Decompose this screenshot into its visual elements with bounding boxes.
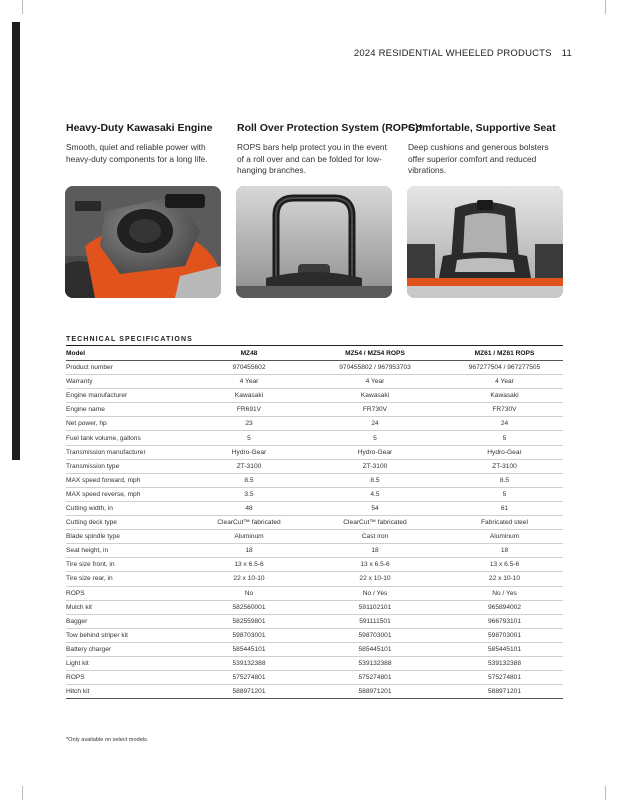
- spec-value: Kawasaki: [194, 389, 304, 403]
- spec-value: Hydro-Gear: [446, 445, 563, 459]
- spec-value: Hydro-Gear: [304, 445, 446, 459]
- spec-value: 591111501: [304, 614, 446, 628]
- spec-label: Hitch kit: [66, 685, 194, 699]
- spec-label: ROPS: [66, 671, 194, 685]
- column-header: MZ54 / MZ54 ROPS: [304, 346, 446, 361]
- spec-value: 4 Year: [446, 375, 563, 389]
- spec-value: 585445101: [446, 642, 563, 656]
- spec-value: ZT-3100: [304, 459, 446, 473]
- spec-value: 18: [446, 544, 563, 558]
- spec-value: No / Yes: [304, 586, 446, 600]
- table-row: [66, 417, 563, 431]
- spec-value: 591102101: [304, 600, 446, 614]
- feature-seat: [408, 122, 566, 177]
- feature-text: Deep cushions and generous bolsters offer superior comfort and reduced vibrations.: [408, 142, 549, 175]
- spec-value: 965894002: [446, 600, 563, 614]
- table-row: [66, 558, 563, 572]
- table-row: [66, 473, 563, 487]
- feature-title: Heavy-Duty Kawasaki Engine: [66, 122, 213, 134]
- spec-value: Kawasaki: [446, 389, 563, 403]
- spec-label: Transmission manufacturer: [66, 445, 194, 459]
- spec-label: Net power, hp: [66, 417, 194, 431]
- spec-value: 8.5: [304, 473, 446, 487]
- spec-value: 598703001: [194, 628, 304, 642]
- spec-value: FR730V: [304, 403, 446, 417]
- spec-value: 22 x 10-10: [194, 572, 304, 586]
- spec-value: 970455602: [194, 361, 304, 375]
- table-row: [66, 586, 563, 600]
- spec-value: 61: [446, 501, 563, 515]
- column-header: MZ61 / MZ61 ROPS: [446, 346, 563, 361]
- crop-mark: [605, 786, 606, 800]
- table-row: [66, 516, 563, 530]
- section-title: 2024 RESIDENTIAL WHEELED PRODUCTS: [353, 48, 552, 59]
- specs-body: [66, 361, 563, 699]
- spec-label: Warranty: [66, 375, 194, 389]
- spec-value: 8.5: [194, 473, 304, 487]
- spec-value: 13 x 6.5-6: [194, 558, 304, 572]
- spec-value: 54: [304, 501, 446, 515]
- rops-photo: [236, 186, 392, 298]
- spec-value: 585445101: [194, 642, 304, 656]
- feature-rops: [237, 122, 423, 177]
- spec-label: Mulch kit: [66, 600, 194, 614]
- spec-label: Tire size rear, in: [66, 572, 194, 586]
- spec-value: Cast iron: [304, 530, 446, 544]
- spec-value: 24: [304, 417, 446, 431]
- spec-value: 48: [194, 501, 304, 515]
- table-row: [66, 459, 563, 473]
- table-row: [66, 600, 563, 614]
- spec-value: 539132388: [194, 656, 304, 670]
- spec-value: 5: [194, 431, 304, 445]
- table-row: [66, 501, 563, 515]
- spec-value: 582559801: [194, 614, 304, 628]
- column-header: Model: [66, 346, 194, 361]
- table-row: [66, 544, 563, 558]
- spec-value: Aluminum: [194, 530, 304, 544]
- spec-value: 598703001: [304, 628, 446, 642]
- spec-value: 582560001: [194, 600, 304, 614]
- spec-value: 18: [194, 544, 304, 558]
- spec-label: Product number: [66, 361, 194, 375]
- spec-value: 970455802 / 967953703: [304, 361, 446, 375]
- spec-value: ClearCut™ fabricated: [194, 516, 304, 530]
- spec-label: Light kit: [66, 656, 194, 670]
- spec-value: FR730V: [446, 403, 563, 417]
- table-row: [66, 403, 563, 417]
- spec-value: 539132388: [304, 656, 446, 670]
- spec-value: 588971201: [304, 685, 446, 699]
- feature-text: Smooth, quiet and reliable power with heavy-duty components for a long life.: [66, 142, 208, 164]
- spec-value: 588971201: [446, 685, 563, 699]
- spec-value: 24: [446, 417, 563, 431]
- spec-value: 966793101: [446, 614, 563, 628]
- spec-value: 22 x 10-10: [446, 572, 563, 586]
- spec-label: Battery charger: [66, 642, 194, 656]
- crop-mark: [605, 0, 606, 14]
- spec-value: 539132388: [446, 656, 563, 670]
- spec-label: ROPS: [66, 586, 194, 600]
- engine-photo: [65, 186, 221, 298]
- table-row: [66, 361, 563, 375]
- table-row: [66, 656, 563, 670]
- specs-title: TECHNICAL SPECIFICATIONS: [66, 336, 193, 343]
- spec-value: 23: [194, 417, 304, 431]
- table-row: [66, 389, 563, 403]
- feature-title: Comfortable, Supportive Seat: [408, 122, 556, 134]
- spec-value: 575274801: [194, 671, 304, 685]
- column-header: MZ48: [194, 346, 304, 361]
- spec-value: ZT-3100: [194, 459, 304, 473]
- spec-label: Engine manufacturer: [66, 389, 194, 403]
- spec-label: Transmission type: [66, 459, 194, 473]
- table-row: [66, 431, 563, 445]
- spec-label: Bagger: [66, 614, 194, 628]
- spec-value: 4.5: [304, 487, 446, 501]
- footnote: *Only available on select models.: [66, 737, 149, 743]
- spec-value: Fabricated steel: [446, 516, 563, 530]
- spec-value: 22 x 10-10: [304, 572, 446, 586]
- page-header: [354, 48, 572, 59]
- seat-photo: [407, 186, 563, 298]
- spec-value: 5: [446, 431, 563, 445]
- spec-label: Cutting deck type: [66, 516, 194, 530]
- spec-value: No: [194, 586, 304, 600]
- spec-value: 588971201: [194, 685, 304, 699]
- spec-value: 585445101: [304, 642, 446, 656]
- spec-label: Tire size front, in: [66, 558, 194, 572]
- table-row: [66, 445, 563, 459]
- crop-mark: [22, 0, 23, 14]
- feature-engine: [66, 122, 224, 165]
- spec-value: No / Yes: [446, 586, 563, 600]
- spec-value: Hydro-Gear: [194, 445, 304, 459]
- spec-value: ZT-3100: [446, 459, 563, 473]
- table-row: [66, 685, 563, 699]
- table-row: [66, 572, 563, 586]
- spec-label: Blade spindle type: [66, 530, 194, 544]
- table-row: [66, 642, 563, 656]
- spec-value: 8.5: [446, 473, 563, 487]
- crop-mark: [22, 786, 23, 800]
- table-row: [66, 375, 563, 389]
- feature-text: ROPS bars help protect you in the event of a roll over and can be folded for low-hanging branches.: [237, 142, 387, 175]
- spec-label: MAX speed forward, mph: [66, 473, 194, 487]
- spec-value: 13 x 6.5-6: [446, 558, 563, 572]
- spec-value: 13 x 6.5-6: [304, 558, 446, 572]
- spec-value: ClearCut™ fabricated: [304, 516, 446, 530]
- spec-value: 575274801: [304, 671, 446, 685]
- spec-value: Kawasaki: [304, 389, 446, 403]
- table-row: [66, 628, 563, 642]
- specs-table: [66, 345, 563, 699]
- side-color-bar: [12, 22, 20, 460]
- feature-title: Roll Over Protection System (ROPS)*: [237, 122, 423, 134]
- spec-value: Aluminum: [446, 530, 563, 544]
- page-number: 11: [561, 48, 572, 59]
- spec-value: 5: [446, 487, 563, 501]
- spec-value: 575274801: [446, 671, 563, 685]
- spec-value: 4 Year: [194, 375, 304, 389]
- spec-value: 4 Year: [304, 375, 446, 389]
- spec-label: Cutting width, in: [66, 501, 194, 515]
- table-row: [66, 487, 563, 501]
- table-row: [66, 614, 563, 628]
- spec-label: Engine name: [66, 403, 194, 417]
- spec-label: MAX speed reverse, mph: [66, 487, 194, 501]
- spec-value: 5: [304, 431, 446, 445]
- spec-value: 598703001: [446, 628, 563, 642]
- spec-value: 967277504 / 967277505: [446, 361, 563, 375]
- spec-label: Seat height, in: [66, 544, 194, 558]
- table-row: [66, 530, 563, 544]
- spec-label: Tow behind striper kit: [66, 628, 194, 642]
- spec-value: FR691V: [194, 403, 304, 417]
- table-row: [66, 671, 563, 685]
- spec-value: 18: [304, 544, 446, 558]
- spec-value: 3.5: [194, 487, 304, 501]
- spec-label: Fuel tank volume, gallons: [66, 431, 194, 445]
- specs-header-row: [66, 346, 563, 361]
